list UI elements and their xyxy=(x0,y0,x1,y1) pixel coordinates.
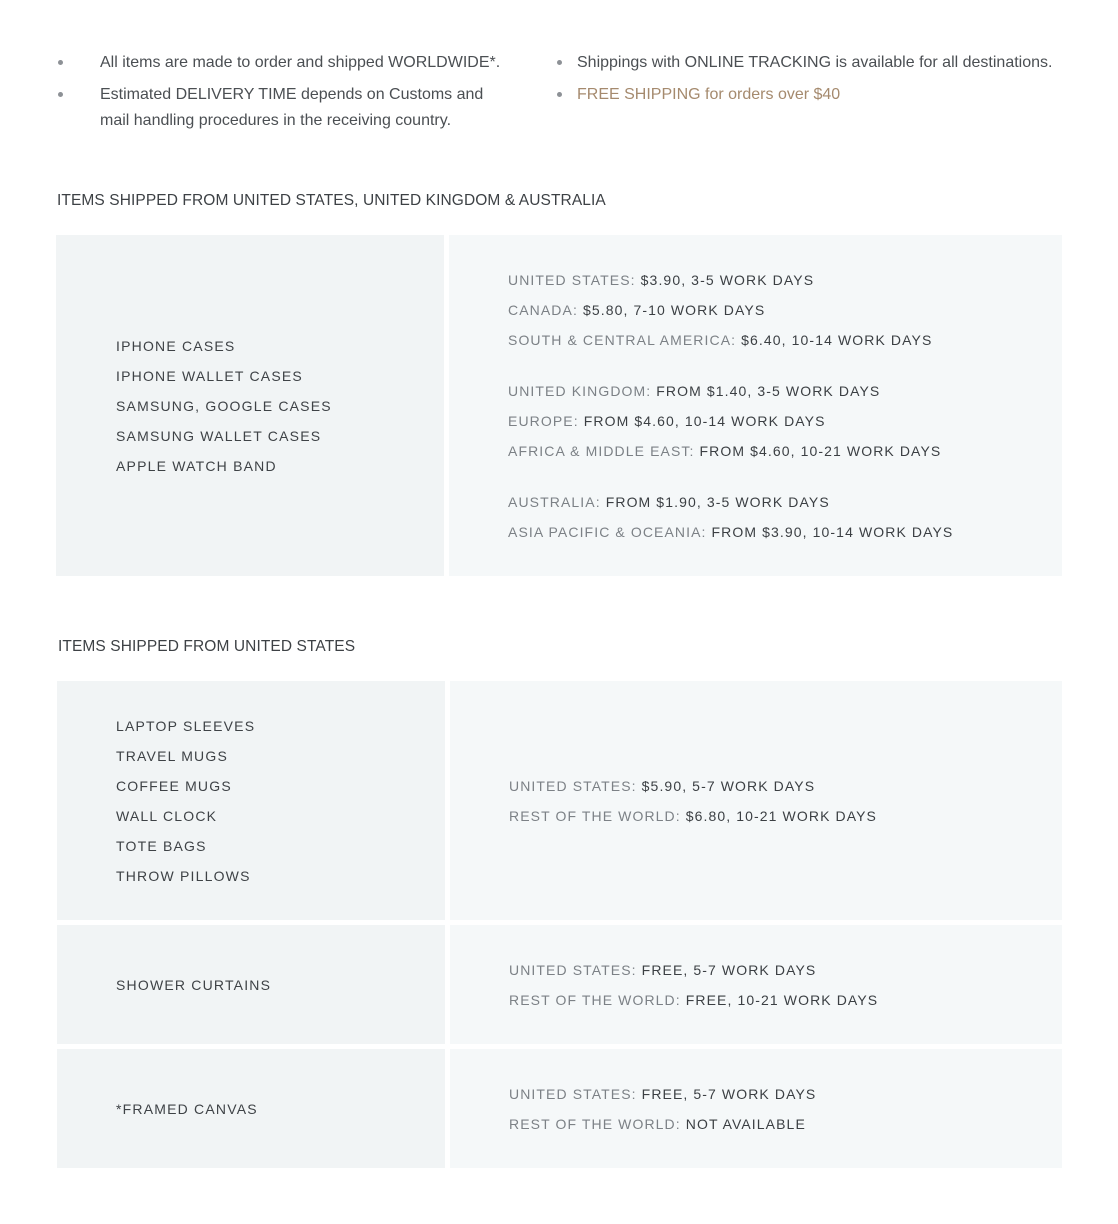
rate-destination: SOUTH & CENTRAL AMERICA: xyxy=(508,331,737,348)
shipping-rate xyxy=(509,1109,1042,1139)
rate-value: FROM $4.60, 10-14 WORK DAYS xyxy=(583,412,826,429)
product-item: SAMSUNG WALLET CASES xyxy=(116,427,322,444)
rate-group xyxy=(508,376,1042,466)
product-item: APPLE WATCH BAND xyxy=(116,457,277,474)
rate-value: $3.90, 3-5 WORK DAYS xyxy=(640,271,815,288)
rate-destination: AUSTRALIA: xyxy=(508,493,601,510)
shipping-note xyxy=(56,50,506,76)
product-item: TOTE BAGS xyxy=(116,837,207,854)
rate-destination: ASIA PACIFIC & OCEANIA: xyxy=(508,523,707,540)
shipping-note xyxy=(56,82,506,134)
rate-destination: UNITED KINGDOM: xyxy=(508,382,652,399)
rate-value: FROM $3.90, 10-14 WORK DAYS xyxy=(711,523,954,540)
shipping-rate xyxy=(509,801,1042,831)
shipping-rate xyxy=(508,376,1042,406)
free-shipping-note xyxy=(555,82,1065,108)
shipping-rate xyxy=(508,406,1042,436)
rate-destination: REST OF THE WORLD: xyxy=(509,991,681,1008)
shipping-rates xyxy=(508,265,1042,547)
rate-destination: EUROPE: xyxy=(508,412,579,429)
rate-value: $6.40, 10-14 WORK DAYS xyxy=(741,331,933,348)
shipping-rate xyxy=(509,1079,1042,1109)
shipping-note-text: Estimated DELIVERY TIME depends on Customs and mail handling procedures in the receiving country. xyxy=(100,86,484,129)
rate-group xyxy=(509,1079,1042,1139)
rate-destination: UNITED STATES: xyxy=(509,1085,637,1102)
rate-destination: CANADA: xyxy=(508,301,578,318)
shipping-rate xyxy=(508,487,1042,517)
rate-value: $5.90, 5-7 WORK DAYS xyxy=(641,777,816,794)
product-list-cell xyxy=(57,1049,445,1168)
rate-destination: REST OF THE WORLD: xyxy=(509,807,681,824)
rate-value: FROM $1.90, 3-5 WORK DAYS xyxy=(605,493,830,510)
product-item: THROW PILLOWS xyxy=(116,867,251,884)
rate-value: $6.80, 10-21 WORK DAYS xyxy=(685,807,877,824)
rate-value: FREE, 5-7 WORK DAYS xyxy=(641,961,817,978)
shipping-rates xyxy=(509,1079,1042,1139)
rate-destination: AFRICA & MIDDLE EAST: xyxy=(508,442,695,459)
shipping-rates xyxy=(509,771,1042,831)
shipping-table-row xyxy=(56,235,1062,576)
product-list xyxy=(116,711,425,891)
section-title: ITEMS SHIPPED FROM UNITED STATES xyxy=(58,638,356,655)
rate-destination: UNITED STATES: xyxy=(508,271,636,288)
shipping-rates-cell xyxy=(450,1049,1062,1168)
shipping-rate xyxy=(509,955,1042,985)
shipping-rate xyxy=(508,265,1042,295)
shipping-note xyxy=(555,50,1065,76)
product-list xyxy=(116,970,425,1000)
rate-value: FROM $1.40, 3-5 WORK DAYS xyxy=(656,382,881,399)
product-list-cell xyxy=(57,681,445,920)
shipping-notes-right-column xyxy=(555,50,1065,114)
product-item: WALL CLOCK xyxy=(116,807,218,824)
rate-destination: REST OF THE WORLD: xyxy=(509,1115,681,1132)
shipping-rate xyxy=(509,985,1042,1015)
product-item: COFFEE MUGS xyxy=(116,777,232,794)
shipping-rates-cell xyxy=(449,235,1062,576)
bullet-dot-icon xyxy=(557,60,562,65)
free-shipping-note-text: FREE SHIPPING for orders over $40 xyxy=(577,86,841,103)
shipping-notes-left-column xyxy=(56,50,506,140)
rate-value: $5.80, 7-10 WORK DAYS xyxy=(582,301,766,318)
product-list xyxy=(116,331,424,481)
shipping-note-text: Shippings with ONLINE TRACKING is available for all destinations. xyxy=(577,54,1053,71)
rate-group xyxy=(508,487,1042,547)
shipping-rates xyxy=(509,955,1042,1015)
rate-value: FREE, 10-21 WORK DAYS xyxy=(685,991,879,1008)
rate-group xyxy=(509,771,1042,831)
rate-destination: UNITED STATES: xyxy=(509,777,637,794)
product-list xyxy=(116,1094,425,1124)
shipping-table-row xyxy=(57,925,1062,1044)
product-item: IPHONE CASES xyxy=(116,337,236,354)
shipping-rate xyxy=(508,295,1042,325)
rate-destination: UNITED STATES: xyxy=(509,961,637,978)
rate-value: FREE, 5-7 WORK DAYS xyxy=(641,1085,817,1102)
shipping-rates-cell xyxy=(450,925,1062,1044)
shipping-note-text: All items are made to order and shipped WORLDWIDE*. xyxy=(100,54,501,71)
bullet-dot-icon xyxy=(58,92,63,97)
product-item: IPHONE WALLET CASES xyxy=(116,367,303,384)
rate-value: FROM $4.60, 10-21 WORK DAYS xyxy=(699,442,942,459)
product-item: TRAVEL MUGS xyxy=(116,747,228,764)
rate-value: NOT AVAILABLE xyxy=(685,1115,806,1132)
shipping-table-row xyxy=(57,681,1062,920)
section-title: ITEMS SHIPPED FROM UNITED STATES, UNITED KINGDOM & AUSTRALIA xyxy=(57,192,606,209)
rate-group xyxy=(509,955,1042,1015)
bullet-dot-icon xyxy=(557,92,562,97)
product-item: LAPTOP SLEEVES xyxy=(116,717,256,734)
bullet-dot-icon xyxy=(58,60,63,65)
product-item: *FRAMED CANVAS xyxy=(116,1100,258,1117)
shipping-rate xyxy=(509,771,1042,801)
product-item: SHOWER CURTAINS xyxy=(116,976,272,993)
product-list-cell xyxy=(57,925,445,1044)
product-item: SAMSUNG, GOOGLE CASES xyxy=(116,397,332,414)
shipping-rate xyxy=(508,325,1042,355)
shipping-rate xyxy=(508,517,1042,547)
rate-group xyxy=(508,265,1042,355)
shipping-rate xyxy=(508,436,1042,466)
shipping-rates-cell xyxy=(450,681,1062,920)
shipping-table-row xyxy=(57,1049,1062,1168)
product-list-cell xyxy=(56,235,444,576)
